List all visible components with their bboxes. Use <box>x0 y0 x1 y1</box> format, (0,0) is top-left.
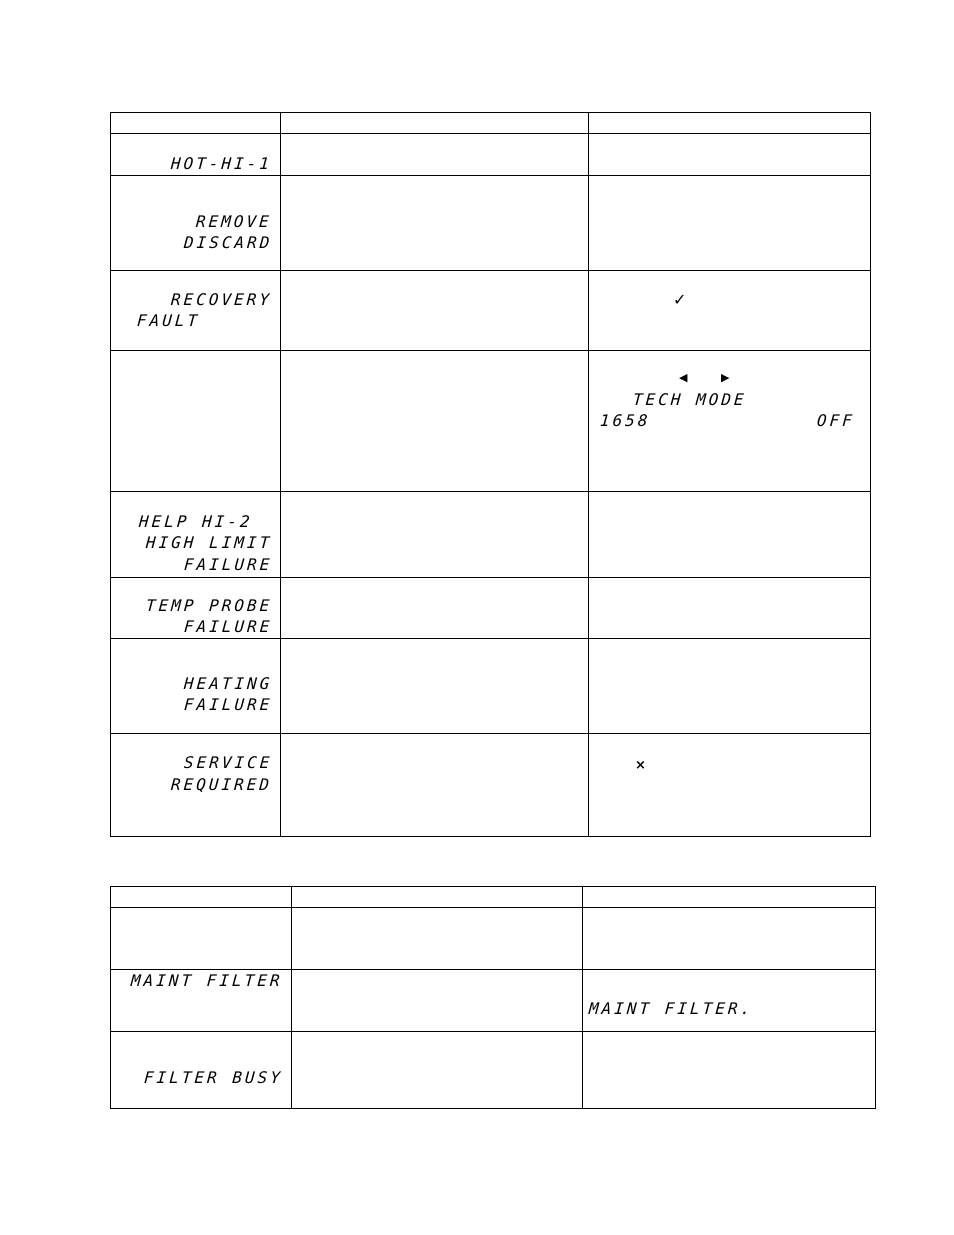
table-row <box>111 351 871 492</box>
table-row <box>111 176 871 271</box>
lcd-text: FAILURE <box>182 617 273 636</box>
lcd-text: DISCARD <box>182 233 273 252</box>
header-cell <box>111 113 281 134</box>
remedy-cell <box>589 176 871 271</box>
header-cell <box>292 887 583 908</box>
cause-cell <box>281 578 589 639</box>
remedy-cell <box>583 970 876 1032</box>
remedy-cell <box>589 578 871 639</box>
display-cell <box>111 492 281 578</box>
cause-cell <box>281 734 589 837</box>
table-row <box>111 639 871 734</box>
display-cell <box>111 639 281 734</box>
lcd-text: FILTER BUSY <box>143 1068 284 1087</box>
display-cell <box>111 734 281 837</box>
table-row <box>111 908 876 970</box>
lcd-text: FAILURE <box>182 695 273 714</box>
lcd-text: RECOVERY <box>170 290 273 309</box>
right-arrow-icon: ▶ <box>721 371 730 384</box>
lcd-text: FAULT <box>136 311 201 330</box>
table-row <box>111 134 871 176</box>
remedy-cell <box>589 492 871 578</box>
remedy-cell <box>583 908 876 970</box>
lcd-text: MAINT FILTER. <box>588 999 754 1018</box>
table-2-header-row <box>111 887 876 908</box>
remedy-cell <box>589 734 871 837</box>
table-row <box>111 970 876 1032</box>
cause-cell <box>292 970 583 1032</box>
remedy-cell <box>589 351 871 492</box>
lcd-text: SERVICE <box>182 753 273 772</box>
x-mark-icon: × <box>635 758 646 773</box>
lcd-text: 1658 <box>599 411 652 430</box>
lcd-text: TEMP PROBE <box>145 596 273 615</box>
table-row <box>111 271 871 351</box>
lcd-text: HOT-HI-1 <box>170 154 273 173</box>
lcd-text: REQUIRED <box>170 775 273 794</box>
remedy-cell <box>583 1032 876 1109</box>
display-cell <box>111 1032 292 1109</box>
lcd-text: TECH MODE <box>632 390 748 409</box>
lcd-text: MAINT FILTER <box>130 971 284 990</box>
cause-cell <box>292 908 583 970</box>
table-2 <box>110 886 876 1109</box>
table-1-header-row <box>111 113 871 134</box>
cause-cell <box>281 176 589 271</box>
header-cell <box>589 113 871 134</box>
check-icon: ✓ <box>673 290 687 309</box>
lcd-text: REMOVE <box>195 212 273 231</box>
lcd-text: FAILURE <box>182 555 273 574</box>
display-cell <box>111 176 281 271</box>
table-row <box>111 578 871 639</box>
cause-cell <box>281 492 589 578</box>
remedy-cell <box>589 134 871 176</box>
cause-cell <box>281 134 589 176</box>
cause-cell <box>292 1032 583 1109</box>
display-cell <box>111 271 281 351</box>
lcd-text: OFF <box>816 411 856 430</box>
display-cell <box>111 351 281 492</box>
cause-cell <box>281 271 589 351</box>
lcd-text: HEATING <box>182 674 273 693</box>
table-row <box>111 1032 876 1109</box>
cause-cell <box>281 639 589 734</box>
table-row <box>111 734 871 837</box>
left-arrow-icon: ◀ <box>679 371 688 384</box>
display-cell <box>111 134 281 176</box>
remedy-cell <box>589 639 871 734</box>
display-cell <box>111 908 292 970</box>
header-cell <box>281 113 589 134</box>
lcd-text: HIGH LIMIT <box>145 533 273 552</box>
table-1 <box>110 112 871 837</box>
cause-cell <box>281 351 589 492</box>
header-cell <box>111 887 292 908</box>
display-cell <box>111 970 292 1032</box>
header-cell <box>583 887 876 908</box>
display-cell <box>111 578 281 639</box>
remedy-cell <box>589 271 871 351</box>
lcd-text: HELP HI-2 <box>138 512 254 531</box>
table-row <box>111 492 871 578</box>
